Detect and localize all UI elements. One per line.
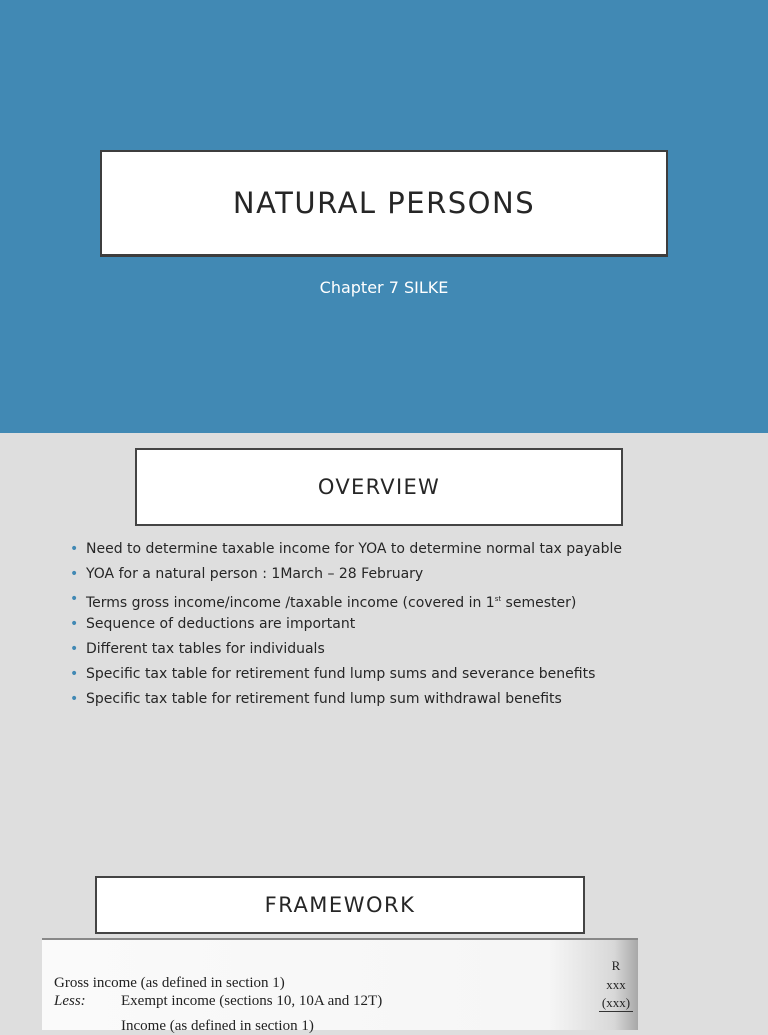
bullet-icon: • [70,541,79,557]
bullet-icon: • [70,616,79,632]
overview-slide [0,433,768,863]
overview-heading-box [135,448,623,526]
list-item: • YOA for a natural person : 1March – 28 February [70,564,622,589]
list-item: • Terms gross income/income /taxable income (covered in 1st semester) [70,589,622,614]
exempt-income-value: (xxx) [599,995,633,1012]
list-item: • Different tax tables for individuals [70,639,622,664]
bullet-icon: • [70,566,79,582]
gross-income-line: Gross income (as defined in section 1) [54,975,285,991]
list-item: • Specific tax table for retirement fund lump sum withdrawal benefits [70,689,622,714]
less-label: Less: [54,993,86,1009]
list-item: • Sequence of deductions are important [70,614,622,639]
bullet-icon: • [70,641,79,657]
title-box [100,150,668,257]
framework-scanned-image [42,938,638,1034]
framework-heading: FRAMEWORK [264,893,416,917]
overview-heading: OVERVIEW [317,475,441,499]
bullet-icon: • [70,691,79,707]
income-line: Income (as defined in section 1) [121,1018,314,1034]
overview-bullet-list [70,539,622,714]
bullet-icon: • [70,666,79,682]
currency-label: R [611,958,621,973]
gross-income-value: xxx [606,977,626,992]
list-item: • Specific tax table for retirement fund lump sums and severance benefits [70,664,622,689]
exempt-income-line: Exempt income (sections 10, 10A and 12T) [121,993,383,1009]
list-item: • Need to determine taxable income for YOA to determine normal tax payable [70,539,622,564]
slide-subtitle: Chapter 7 SILKE [319,278,449,297]
framework-heading-box [95,876,585,934]
bullet-icon: • [70,591,79,607]
title-slide [0,0,768,433]
slide-title: NATURAL PERSONS [232,186,536,220]
